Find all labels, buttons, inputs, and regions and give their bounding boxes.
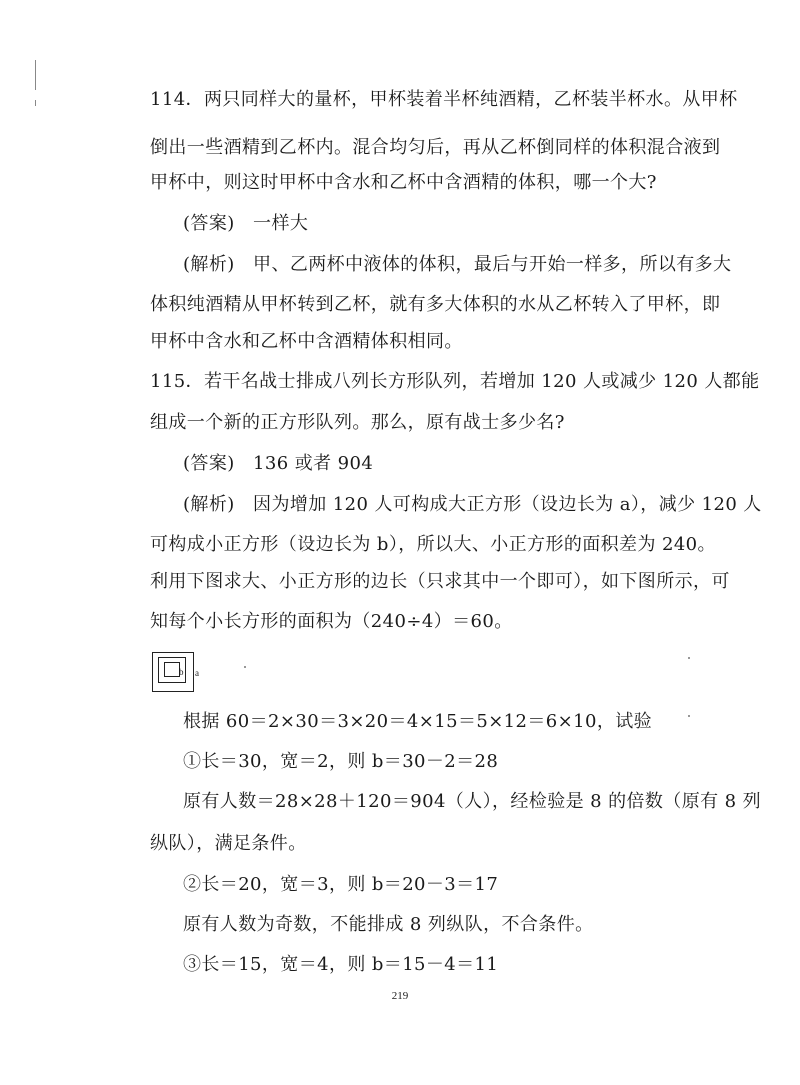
- scan-speck: [688, 657, 690, 659]
- analysis-115-line-3: 利用下图求大、小正方形的边长（只求其中一个即可），如下图所示，可: [150, 571, 730, 592]
- binding-mark: [35, 100, 36, 106]
- problem-114-line-3: 甲杯中，则这时甲杯中含水和乙杯中含酒精的体积，哪一个大?: [150, 172, 657, 193]
- trial-2-check: 原有人数为奇数，不能排成 8 列纵队，不合条件。: [183, 914, 594, 935]
- analysis-115-line-1: (解析) 因为增加 120 人可构成大正方形（设边长为 a），减少 120 人: [183, 494, 762, 515]
- small-square: [164, 662, 180, 677]
- problem-115-line-1: 115．若干名战士排成八列长方形队列，若增加 120 人或减少 120 人都能: [150, 371, 760, 392]
- analysis-115-line-4: 知每个小长方形的面积为（240÷4）＝60。: [150, 611, 513, 632]
- problem-114-line-1: 114．两只同样大的量杯，甲杯装着半杯纯酒精，乙杯装半杯水。从甲杯: [150, 89, 738, 110]
- scan-speck: [688, 715, 690, 717]
- binding-mark: [35, 60, 36, 90]
- side-a-label: a: [195, 668, 199, 678]
- problem-114-line-2: 倒出一些酒精到乙杯内。混合均匀后，再从乙杯倒同样的体积混合液到: [150, 137, 721, 158]
- analysis-115-line-5: 根据 60＝2×30＝3×20＝4×15＝5×12＝6×10，试验: [183, 711, 653, 732]
- analysis-114-line-2: 体积纯酒精从甲杯转到乙杯，就有多大体积的水从乙杯转入了甲杯，即: [150, 294, 721, 315]
- trial-1-check-line-2: 纵队），满足条件。: [150, 833, 307, 854]
- nested-squares-figure: [150, 650, 206, 694]
- answer-115: (答案) 136 或者 904: [183, 453, 374, 474]
- analysis-115-line-2: 可构成小正方形（设边长为 b），所以大、小正方形的面积差为 240。: [150, 534, 716, 555]
- answer-114: (答案) 一样大: [183, 213, 309, 234]
- trial-3: ③长＝15，宽＝4，则 b＝15－4＝11: [183, 954, 499, 975]
- analysis-114-line-1: (解析) 甲、乙两杯中液体的体积，最后与开始一样多，所以有多大: [183, 254, 732, 275]
- page-number: 219: [391, 990, 409, 1002]
- problem-115-line-2: 组成一个新的正方形队列。那么，原有战士多少名?: [150, 412, 565, 433]
- scan-speck: [244, 666, 246, 668]
- analysis-114-line-3: 甲杯中含水和乙杯中含酒精体积相同。: [150, 331, 463, 352]
- trial-2: ②长＝20，宽＝3，则 b＝20－3＝17: [183, 874, 499, 895]
- trial-1-check-line-1: 原有人数＝28×28＋120＝904（人），经检验是 8 的倍数（原有 8 列: [183, 791, 761, 812]
- trial-1: ①长＝30，宽＝2，则 b＝30－2＝28: [183, 751, 499, 772]
- side-b-label: b: [179, 667, 184, 677]
